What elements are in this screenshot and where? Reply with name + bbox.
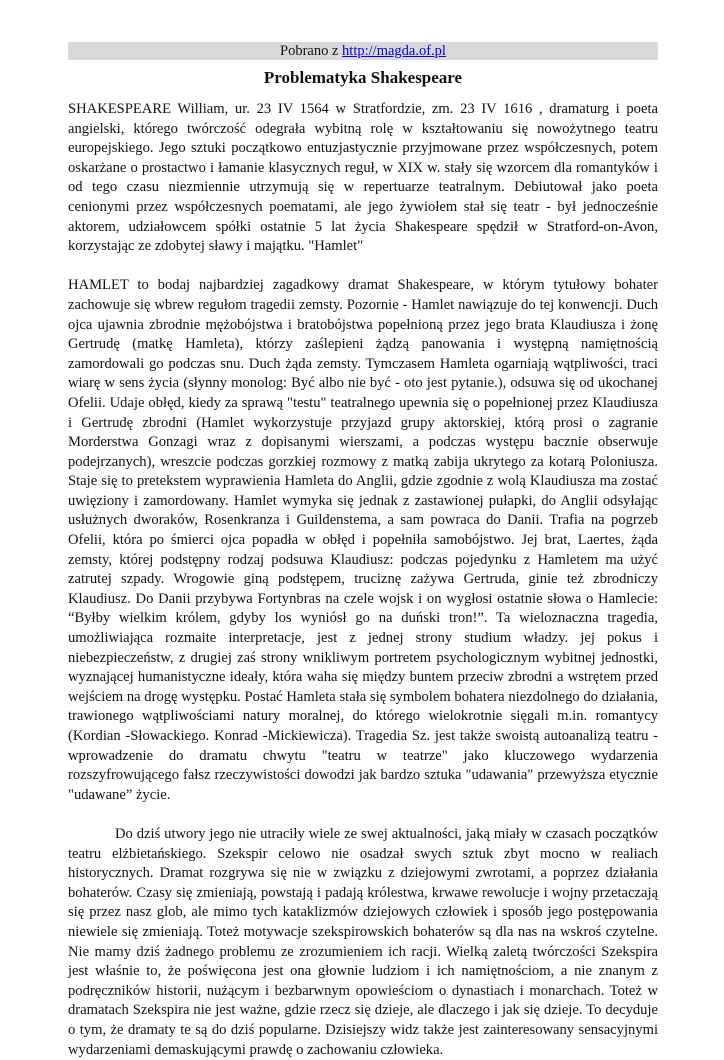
source-link[interactable]: http://magda.of.pl [342,43,446,59]
paragraph-biography: SHAKESPEARE William, ur. 23 IV 1564 w Stratfordzie, zm. 23 IV 1616 , dramaturg i poeta angielski, którego twórczość odegrała wybitną rolę w kształtowaniu się nowożytnego teatru europejskiego. Jego sztuki początkowo entuzjastycznie przyjmowane przez współczesnych, potem oskarżane o prostactwo i łamanie klasycznych reguł, w XIX w. stały się wzorcem dla romantyków i od tego czasu niezmiennie utrzymują się w repertuarze teatralnym. Debiutował jako poeta cenionymi przez współczesnych poematami, ale jego żywiołem stał się teatr - był jednocześnie aktorem, udziałowcem spółki ostatnie 5 lat życia Shakespeare spędził w Stratford-on-Avon, korzystając ze zdobytej sławy i majątku. "Hamlet" [68,101,658,255]
paragraph-relevance: Do dziś utwory jego nie utraciły wiele ze swej aktualności, jaką miały w czasach początków teatru elżbietańskiego. Szekspir celowo nie osadzał swych sztuk zbyt mocno w realiach historycznych. Dramat rozgrywa się nie w związku z dziejowymi zwrotami, a poprzez działania bohaterów. Czasy się zmieniają, powstają i padają królestwa, krwawe rewolucje i wojny przetaczają się przez nasz glob, ale mimo tych kataklizmów dziejowych człowiek i sposób jego postępowania niewiele się zmieniają. Toteż motywacje szekspirowskich bohaterów są dla nas na wskroś czytelne. Nie mamy dziś żadnego problemu ze zrozumieniem ich racji. Wielką zaletą twórczości Szekspira jest właśnie to, że poświęcona jest ona głownie ludziom i ich namiętnościom, a nie znanym z podręczników historii, nużącym i bezbarwnym opowieściom o dynastiach i monarchach. Toteż w dramatach Szekspira nie jest ważne, gdzie rzecz się dzieje, ale dlaczego i jak się dzieje. To decyduje o tym, że dramaty te są do dziś popularne. Dzisiejszy widz także jest zainteresowany sensacyjnymi wydarzeniami demaskującymi prawdę o zachowaniu człowieka. [68,825,658,1058]
document-title: Problematyka Shakespeare [263,68,463,87]
download-source-bar [68,42,658,60]
document-page [68,42,658,1060]
paragraph-hamlet: HAMLET to bodaj najbardziej zagadkowy dramat Shakespeare, w którym tytułowy bohater zachowuje się wbrew regułom tragedii zemsty. Pozornie - Hamlet nawiązuje do tej konwencji. Duch ojca ujawnia zbrodnie mężobójstwa i bratobójstwa popełnioną przez jego brata Klaudiusza i żonę Gertrudę (matkę Hamleta), którzy zaślepieni żądzą panowania i występną namiętnością zamordowali go podczas snu. Duch żąda zemsty. Tymczasem Hamleta ogarniają wątpliwości, traci wiarę w sens życia (słynny monolog: Być albo nie być - oto jest pytanie.), odsuwa się od ukochanej Ofelii. Udaje obłęd, kiedy za sprawą "testu" teatralnego upewnia się o popełnionej przez Klaudiusza i Gertrudę zbrodni (Hamlet wykorzystuje przyjazd grupy aktorskiej, którą prosi o zagranie Morderstwa Gonzagi wraz z dopisanymi wierszami, a podczas występu bacznie obserwuje podejrzanych), wreszcie podczas gorzkiej rozmowy z matką zabija ukrytego za kotarą Poloniusza. Staje się to pretekstem wyprawienia Hamleta do Anglii, gdzie zgodnie z wolą Klaudiusza ma zostać uwięziony i zamordowany. Hamlet wymyka się jednak z zastawionej pułapki, do Anglii odsyłając usłużnych dworaków, Rosenkranza i Guildenstema, a sam powraca do Danii. Trafia na pogrzeb Ofelii, która po śmierci ojca popadła w obłęd i popełniła samobójstwo. Jej brat, Laertes, żąda zemsty, której podstępny rodzaj podsuwa Klaudiusz: podczas pojedynku z Hamletem ma użyć zatrutej szpady. Wrogowie giną podstępem, truciznę zażywa Gertruda, ginie też zbrodniczy Klaudiusz. Do Danii przybywa Fortynbras na czele wojsk i on wygłosi ostatnie słowa o Hamlecie: “Byłby wielkim królem, gdyby los wyniósł go na duński tron!”. Ta wieloznaczna tragedia, umożliwiająca rozmaite interpretacje, jest z jednej strony studium władzy. jej pokus i niebezpieczeństw, z drugiej zaś strony wnikliwym portretem psychologicznym wybitnej jednostki, wyznającej humanistyczne ideały, która waha się między buntem przeciw zbrodni a wstrętem przed wejściem na drogę występku. Postać Hamleta stała się symbolem bohatera niezdolnego do działania, trawionego wątpliwościami natury moralnej, do którego wielokrotnie sięgali m.in. romantycy (Kordian -Słowackiego. Konrad -Mickiewicza). Tragedia Sz. jest także swoistą autoanalizą teatru - wprowadzenie do dramatu chwytu "teatru w teatrze" jako kluczowego wydarzenia rozszyfrowującego fałsz rzeczywistości dowodzi jak bardzo sztuka "udawania" przewyższa etycznie "udawane” życie. [68,277,658,803]
source-prefix: Pobrano z [280,43,339,59]
